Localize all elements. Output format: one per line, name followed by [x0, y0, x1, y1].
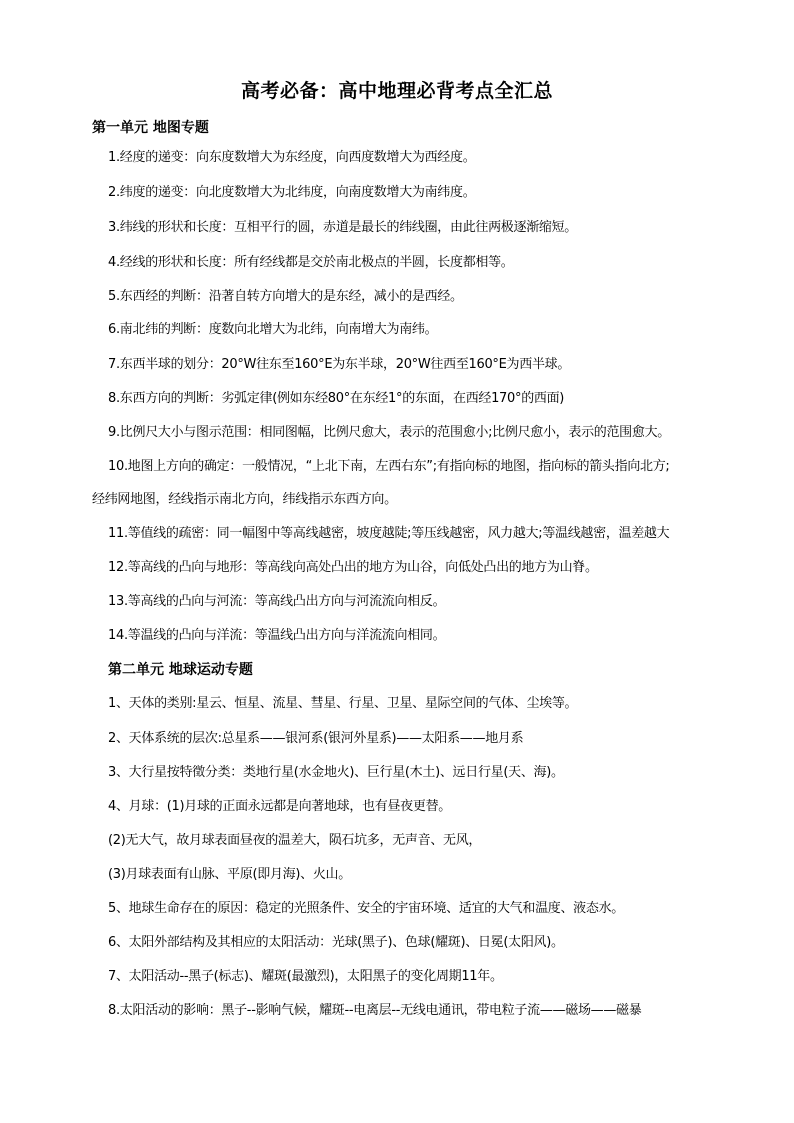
unit1-item-8: 8.东西方向的判断：劣弧定律(例如东经80°在东经1°的东面，在西经170°的西面): [108, 391, 565, 406]
unit1-item-4: 4.经线的形状和长度：所有经线都是交於南北极点的半圆，长度都相等。: [108, 255, 514, 270]
unit2-item-6: 6、太阳外部结构及其相应的太阳活动：光球(黑子)、色球(耀斑)、日冕(太阳风)。: [108, 935, 564, 950]
unit1-item-1: 1.经度的递变：向东度数增大为东经度，向西度数增大为西经度。: [108, 150, 476, 165]
unit1-item-6: 6.南北纬的判断：度数向北增大为北纬，向南增大为南纬。: [108, 322, 438, 337]
unit2-item-7: 7、太阳活动--黑子(标志)、耀斑(最激烈)，太阳黑子的变化周期11年。: [108, 969, 503, 984]
unit2-item-4-2: (2)无大气，故月球表面昼夜的温差大，陨石坑多，无声音、无风，: [108, 833, 482, 848]
unit1-item-2: 2.纬度的递变：向北度数增大为北纬度，向南度数增大为南纬度。: [108, 185, 476, 200]
unit1-item-7: 7.东西半球的划分：20°W往东至160°E为东半球，20°W往西至160°E为西半球。: [108, 357, 571, 372]
unit2-item-2: 2、天体系统的层次:总星系——银河系(银河外星系)——太阳系——地月系: [108, 731, 524, 746]
unit1-item-14: 14.等温线的凸向与洋流：等温线凸出方向与洋流流向相同。: [108, 628, 446, 643]
unit1-item-13: 13.等高线的凸向与河流：等高线凸出方向与河流流向相反。: [108, 594, 446, 609]
unit1-item-11: 11.等值线的疏密：同一幅图中等高线越密，坡度越陡;等压线越密，风力越大;等温线越密，温差越大: [108, 526, 670, 541]
unit1-item-10-continued: 经纬网地图，经线指示南北方向，纬线指示东西方向。: [92, 492, 397, 507]
unit1-item-5: 5.东西经的判断：沿著自转方向增大的是东经，减小的是西经。: [108, 289, 463, 304]
unit2-item-5: 5、地球生命存在的原因：稳定的光照条件、安全的宇宙环境、适宜的大气和温度、液态水。: [108, 901, 624, 916]
unit1-item-10: 10.地图上方向的确定：一般情况，“上北下南，左西右东”;有指向标的地图，指向标的箭头指向北方;: [108, 459, 670, 474]
unit2-item-4: 4、月球：(1)月球的正面永远都是向著地球，也有昼夜更替。: [108, 799, 451, 814]
unit2-item-4-3: (3)月球表面有山脉、平原(即月海)、火山。: [108, 867, 351, 882]
unit1-heading: 第一单元 地图专题: [92, 120, 209, 136]
unit1-item-3: 3.纬线的形状和长度：互相平行的圆，赤道是最长的纬线圈，由此往两极逐渐缩短。: [108, 220, 578, 235]
unit1-item-12: 12.等高线的凸向与地形：等高线向高处凸出的地方为山谷，向低处凸出的地方为山脊。: [108, 560, 598, 575]
unit1-item-9: 9.比例尺大小与图示范围：相同图幅，比例尺愈大，表示的范围愈小;比例尺愈小，表示的范围愈大。: [108, 425, 670, 440]
unit2-item-8: 8.太阳活动的影响：黑子--影响气候，耀斑--电离层--无线电通讯，带电粒子流——磁场——磁暴: [108, 1003, 642, 1018]
page-title: 高考必备：高中地理必背考点全汇总: [240, 80, 553, 102]
unit2-heading: 第二单元 地球运动专题: [108, 662, 253, 678]
unit2-item-3: 3、大行星按特徵分类：类地行星(水金地火)、巨行星(木土)、远日行星(天、海)。: [108, 765, 564, 780]
unit2-item-1: 1、天体的类别:星云、恒星、流星、彗星、行星、卫星、星际空间的气体、尘埃等。: [108, 696, 578, 711]
